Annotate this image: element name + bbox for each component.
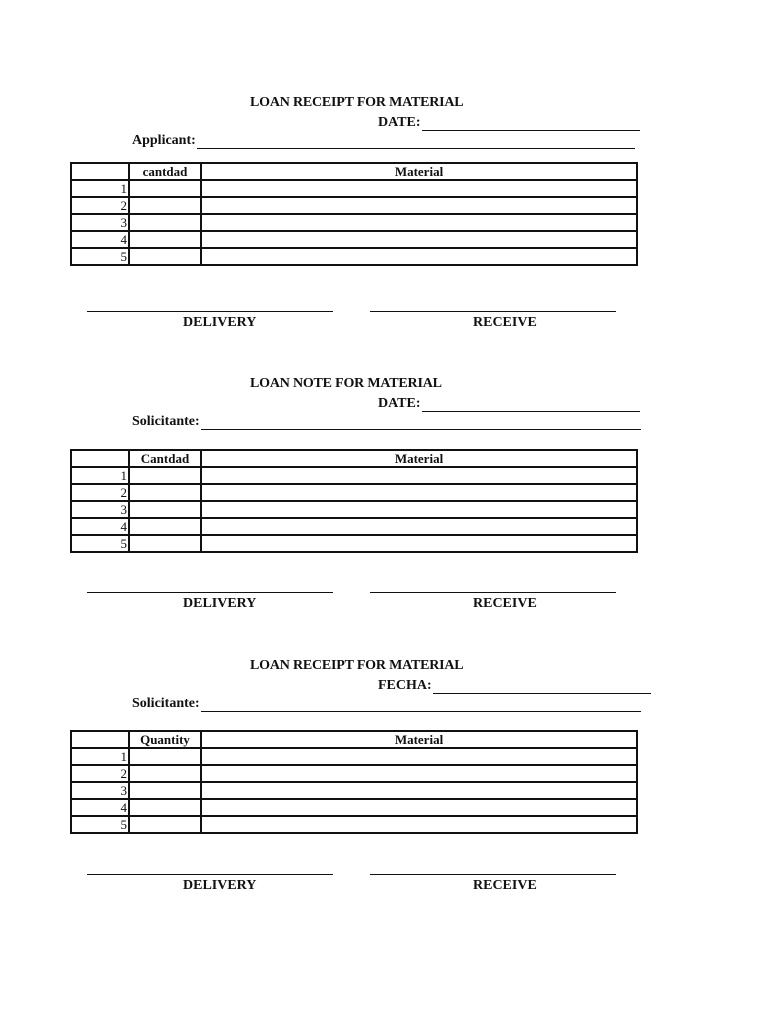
date-field[interactable]: [433, 681, 651, 694]
material-cell[interactable]: [201, 197, 637, 214]
row-number: 5: [71, 535, 129, 552]
quantity-cell[interactable]: [129, 765, 201, 782]
applicant-field[interactable]: [201, 699, 641, 712]
date-field[interactable]: [422, 118, 640, 131]
quantity-cell[interactable]: [129, 501, 201, 518]
material-cell[interactable]: [201, 748, 637, 765]
applicant-row: [132, 696, 641, 712]
quantity-cell[interactable]: [129, 782, 201, 799]
delivery-signature-line[interactable]: [87, 874, 333, 875]
applicant-label: Solicitante:: [132, 414, 200, 429]
column-header-number: [71, 450, 129, 467]
material-cell[interactable]: [201, 765, 637, 782]
applicant-row: [132, 414, 641, 430]
table-header-row: [71, 731, 637, 748]
quantity-cell[interactable]: [129, 484, 201, 501]
loan-form-3: [0, 658, 768, 940]
column-header-quantity: Quantity: [129, 731, 201, 748]
table-row: [71, 467, 637, 484]
quantity-cell[interactable]: [129, 799, 201, 816]
row-number: 4: [71, 231, 129, 248]
table-row: [71, 180, 637, 197]
date-label: DATE:: [378, 115, 421, 130]
items-table: [70, 162, 638, 266]
quantity-cell[interactable]: [129, 214, 201, 231]
table-row: [71, 248, 637, 265]
applicant-label: Applicant:: [132, 133, 196, 148]
table-row: [71, 535, 637, 552]
applicant-field[interactable]: [197, 136, 635, 149]
date-row: [378, 678, 651, 694]
table-row: [71, 484, 637, 501]
form-title: LOAN RECEIPT FOR MATERIAL: [250, 658, 464, 673]
items-table: [70, 449, 638, 553]
row-number: 1: [71, 180, 129, 197]
row-number: 2: [71, 484, 129, 501]
material-cell[interactable]: [201, 501, 637, 518]
material-cell[interactable]: [201, 467, 637, 484]
delivery-signature-line[interactable]: [87, 592, 333, 593]
column-header-material: Material: [201, 450, 637, 467]
table-row: [71, 765, 637, 782]
quantity-cell[interactable]: [129, 535, 201, 552]
column-header-material: Material: [201, 163, 637, 180]
row-number: 5: [71, 816, 129, 833]
receive-signature-line[interactable]: [370, 592, 616, 593]
material-cell[interactable]: [201, 518, 637, 535]
column-header-material: Material: [201, 731, 637, 748]
form-title: LOAN RECEIPT FOR MATERIAL: [250, 95, 464, 110]
row-number: 4: [71, 799, 129, 816]
applicant-row: [132, 133, 635, 149]
quantity-cell[interactable]: [129, 816, 201, 833]
material-cell[interactable]: [201, 248, 637, 265]
quantity-cell[interactable]: [129, 197, 201, 214]
delivery-label: DELIVERY: [183, 878, 257, 893]
table-row: [71, 816, 637, 833]
material-cell[interactable]: [201, 484, 637, 501]
loan-form-1: [0, 95, 768, 377]
table-row: [71, 231, 637, 248]
row-number: 1: [71, 748, 129, 765]
row-number: 3: [71, 782, 129, 799]
date-row: [378, 115, 640, 131]
row-number: 3: [71, 214, 129, 231]
quantity-cell[interactable]: [129, 748, 201, 765]
column-header-number: [71, 731, 129, 748]
material-cell[interactable]: [201, 799, 637, 816]
table-row: [71, 518, 637, 535]
quantity-cell[interactable]: [129, 231, 201, 248]
delivery-signature-line[interactable]: [87, 311, 333, 312]
column-header-quantity: Cantdad: [129, 450, 201, 467]
receive-signature-line[interactable]: [370, 874, 616, 875]
applicant-label: Solicitante:: [132, 696, 200, 711]
row-number: 4: [71, 518, 129, 535]
row-number: 5: [71, 248, 129, 265]
material-cell[interactable]: [201, 782, 637, 799]
table-row: [71, 197, 637, 214]
row-number: 3: [71, 501, 129, 518]
quantity-cell[interactable]: [129, 518, 201, 535]
quantity-cell[interactable]: [129, 180, 201, 197]
applicant-field[interactable]: [201, 417, 641, 430]
receive-label: RECEIVE: [473, 878, 537, 893]
material-cell[interactable]: [201, 231, 637, 248]
table-row: [71, 748, 637, 765]
material-cell[interactable]: [201, 816, 637, 833]
quantity-cell[interactable]: [129, 248, 201, 265]
column-header-number: [71, 163, 129, 180]
date-row: [378, 396, 640, 412]
receive-label: RECEIVE: [473, 596, 537, 611]
delivery-label: DELIVERY: [183, 315, 257, 330]
quantity-cell[interactable]: [129, 467, 201, 484]
receive-signature-line[interactable]: [370, 311, 616, 312]
items-table: [70, 730, 638, 834]
table-row: [71, 214, 637, 231]
table-row: [71, 799, 637, 816]
material-cell[interactable]: [201, 180, 637, 197]
loan-form-2: [0, 376, 768, 658]
material-cell[interactable]: [201, 535, 637, 552]
row-number: 2: [71, 197, 129, 214]
date-field[interactable]: [422, 399, 640, 412]
table-header-row: [71, 163, 637, 180]
form-title: LOAN NOTE FOR MATERIAL: [250, 376, 442, 391]
column-header-quantity: cantdad: [129, 163, 201, 180]
date-label: DATE:: [378, 396, 421, 411]
material-cell[interactable]: [201, 214, 637, 231]
receive-label: RECEIVE: [473, 315, 537, 330]
table-row: [71, 782, 637, 799]
date-label: FECHA:: [378, 678, 432, 693]
row-number: 1: [71, 467, 129, 484]
delivery-label: DELIVERY: [183, 596, 257, 611]
row-number: 2: [71, 765, 129, 782]
table-header-row: [71, 450, 637, 467]
table-row: [71, 501, 637, 518]
